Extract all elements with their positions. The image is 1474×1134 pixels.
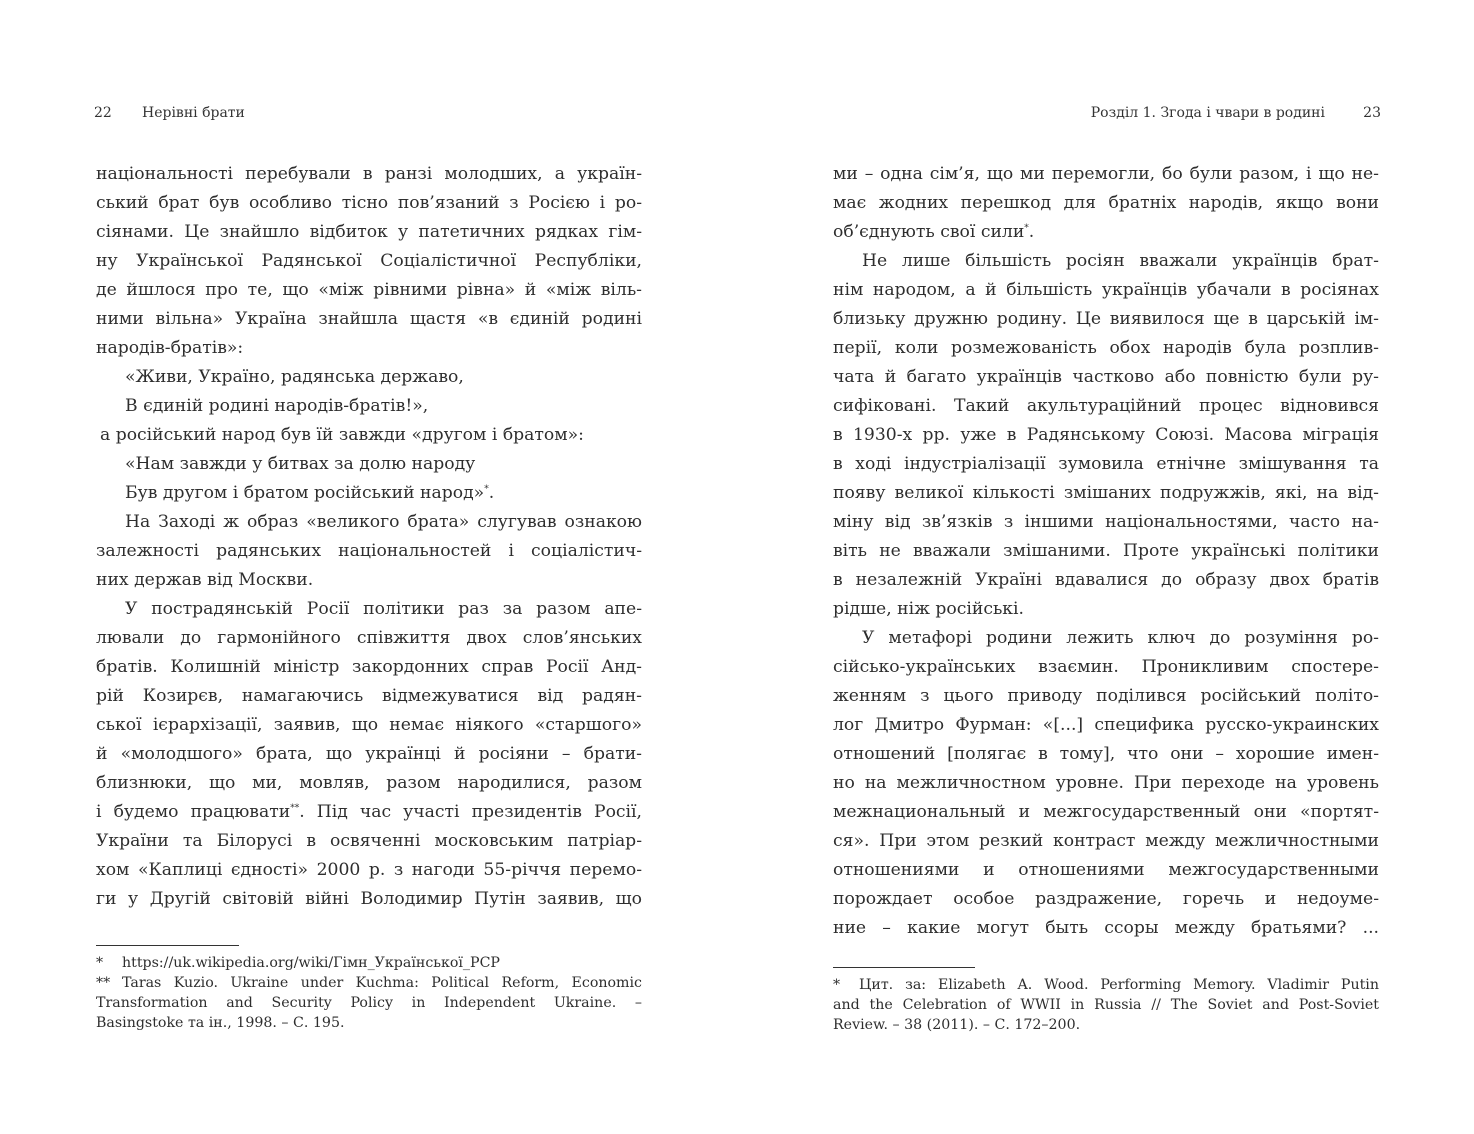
text-line: [96, 827, 642, 856]
line-text: отношений [полягає в тому], что они – хорошие имен-: [833, 744, 1379, 764]
footnotes: [833, 975, 1379, 1035]
text-line: [833, 218, 1379, 247]
line-text: межнациональный и межгосударственный они «портят-: [833, 802, 1379, 822]
text-line: [96, 653, 642, 682]
text-line: [833, 856, 1379, 885]
text-line: [96, 595, 642, 624]
text-line: [96, 160, 642, 189]
line-text: ги у Другій світовій війні Володимир Путін заявив, що: [96, 889, 642, 909]
text-line: [833, 885, 1379, 914]
footnote-line: [833, 1015, 1379, 1035]
running-head-right: [833, 103, 1379, 123]
text-line: [96, 885, 642, 914]
body-text: [833, 160, 1379, 943]
text-line: [833, 595, 1379, 624]
text-line: [833, 508, 1379, 537]
text-line: [96, 537, 642, 566]
footnote: [96, 953, 642, 973]
running-title: Нерівні брати: [142, 105, 245, 121]
line-text: в незалежній Україні вдавалися до образу двох братів: [833, 570, 1379, 590]
text-line: [833, 160, 1379, 189]
line-text: отношениями и отношениями межгосударственными: [833, 860, 1379, 880]
line-text: близьку дружню родину. Це виявилося ще в царській ім-: [833, 309, 1379, 329]
text-line: [833, 450, 1379, 479]
text-line: [833, 479, 1379, 508]
text-line: [96, 218, 642, 247]
line-text: об’єднують свої сили: [833, 222, 1025, 242]
line-text: рій Козирєв, намагаючись відмежуватися від радян-: [96, 686, 642, 706]
footnote-line: [833, 995, 1379, 1015]
text-line: [833, 305, 1379, 334]
line-text: У метафорі родини лежить ключ до розуміння ро-: [862, 628, 1379, 648]
text-line: [833, 392, 1379, 421]
text-line: [833, 537, 1379, 566]
text-line: [833, 711, 1379, 740]
footnote-text: Review. – 38 (2011). – С. 172–200.: [833, 1017, 1081, 1033]
text-line: [96, 450, 642, 479]
line-text: У пострадянській Росії політики раз за разом апе-: [125, 599, 642, 619]
text-line: [96, 276, 642, 305]
line-text: віть не вважали змішаними. Проте українські політики: [833, 541, 1379, 561]
footnote-line: [96, 973, 642, 993]
text-line: [833, 769, 1379, 798]
text-line: [96, 798, 642, 827]
footnotes: [96, 953, 642, 1033]
text-line: [96, 769, 642, 798]
line-text: Не лише більшість росіян вважали українців брат-: [862, 251, 1379, 271]
text-line: [833, 624, 1379, 653]
text-line: [833, 653, 1379, 682]
line-text: залежності радянських національностей і соціалістич-: [96, 541, 642, 561]
line-text: «Живи, Україно, радянська державо,: [125, 367, 464, 387]
line-text: «Нам завжди у битвах за долю народу: [125, 454, 476, 474]
line-text: ської ієрархізації, заявив, що немає ніякого «старшого»: [96, 715, 642, 735]
text-line: [96, 566, 642, 595]
text-line: [833, 421, 1379, 450]
text-line: [833, 276, 1379, 305]
line-text: ними вільна» Україна знайшла щастя «в єдиній родині: [96, 309, 642, 329]
line-text: ми – одна сім’я, що ми перемогли, бо були разом, і що не-: [833, 164, 1379, 184]
line-text: них держав від Москви.: [96, 570, 314, 590]
text-line: [96, 363, 642, 392]
text-line: [833, 334, 1379, 363]
page-number: 22: [94, 105, 112, 121]
text-line: [833, 914, 1379, 943]
line-text: братів. Колишній міністр закордонних справ Росії Анд-: [96, 657, 642, 677]
text-line: [833, 363, 1379, 392]
footnote-rule: [833, 967, 975, 968]
left-page: [96, 0, 642, 1134]
line-text: національності перебували в ранзі молодших, а україн-: [96, 164, 642, 184]
line-text: лог Дмитро Фурман: «[...] специфика русско-украинских: [833, 715, 1379, 735]
text-line: [96, 247, 642, 276]
line-text: ну Української Радянської Соціалістичної Республіки,: [96, 251, 642, 271]
line-text: міну від зв’язків з іншими національностями, часто на-: [833, 512, 1379, 532]
line-text: В єдиній родині народів-братів!»,: [125, 396, 429, 416]
text-line: [833, 189, 1379, 218]
line-text: На Заході ж образ «великого брата» слугував ознакою: [125, 512, 642, 532]
line-text: й «молодшого» брата, що українці й росіяни – брати-: [96, 744, 642, 764]
footnote-text: Цит. за: Elizabeth A. Wood. Performing Memory. Vladimir Putin: [859, 977, 1379, 993]
footnote-text: Transformation and Security Policy in Independent Ukraine. –: [96, 995, 642, 1011]
line-text: чата й багато українців частково або повністю були ру-: [833, 367, 1379, 387]
line-text-after: . Під час участі президентів Росії,: [299, 802, 642, 822]
footnote-line: [833, 975, 1379, 995]
line-text: ся». При этом резкий контраст между межличностными: [833, 831, 1379, 851]
footnote-text: Basingstoke та ін., 1998. – С. 195.: [96, 1015, 345, 1031]
footnote-mark: *: [96, 955, 104, 971]
text-line: [833, 682, 1379, 711]
running-title: Розділ 1. Згода і чвари в родині: [1090, 105, 1325, 121]
line-text: ський брат був особливо тісно пов’язаний з Росією і ро-: [96, 193, 642, 213]
line-text: но на межличностном уровне. При переходе на уровень: [833, 773, 1379, 793]
text-line: [96, 305, 642, 334]
footnote-marker[interactable]: *: [484, 484, 489, 495]
line-text-after: .: [488, 483, 495, 503]
text-line: [96, 189, 642, 218]
text-line: [96, 392, 642, 421]
text-line: [96, 508, 642, 537]
footnote-marker[interactable]: *: [1024, 223, 1029, 234]
footnote-mark: *: [833, 977, 841, 993]
line-text: сійсько-українських взаємин. Проникливим спостере-: [833, 657, 1379, 677]
footnote-line: [96, 953, 642, 973]
line-text: порождает особое раздражение, горечь и недоуме-: [833, 889, 1379, 909]
line-text: Був другом і братом російський народ»: [125, 483, 485, 503]
line-text: сіянами. Це знайшло відбиток у патетичних рядках гім-: [96, 222, 642, 242]
line-text: має жодних перешкод для братніх народів, якщо вони: [833, 193, 1379, 213]
footnote-mark: **: [96, 975, 111, 991]
footnote-line: [96, 1013, 642, 1033]
line-text: сифіковані. Такий акультураційний процес відновився: [833, 396, 1379, 416]
line-text: перії, коли розмежованість обох народів була розплив-: [833, 338, 1379, 358]
text-line: [96, 682, 642, 711]
line-text: близнюки, що ми, мовляв, разом народилися, разом: [96, 773, 642, 793]
line-text: хом «Каплиці єдності» 2000 р. з нагоди 55-річчя перемо-: [96, 860, 642, 880]
line-text: України та Білорусі в освяченні московським патріар-: [96, 831, 642, 851]
line-text: рідше, ніж російські.: [833, 599, 1025, 619]
footnote-line: [96, 993, 642, 1013]
text-line: [833, 827, 1379, 856]
right-page: [833, 0, 1379, 1134]
text-line: [96, 479, 642, 508]
line-text: нім народом, а й більшість українців убачали в росіянах: [833, 280, 1379, 300]
footnote-marker[interactable]: **: [290, 803, 300, 814]
line-text: народів-братів»:: [96, 338, 244, 358]
text-line: [833, 566, 1379, 595]
line-text: женням з цього приводу поділився російський політо-: [833, 686, 1379, 706]
body-text: [96, 160, 642, 914]
footnote: [833, 975, 1379, 1035]
text-line: [833, 798, 1379, 827]
line-text: де йшлося про те, що «між рівними рівна» й «між віль-: [96, 280, 642, 300]
line-text: і будемо працювати: [96, 802, 291, 822]
footnote: [96, 973, 642, 1033]
footnote-rule: [96, 945, 239, 946]
text-line: [96, 856, 642, 885]
line-text: ние – какие могут быть ссоры между братьями? ...: [833, 918, 1379, 938]
line-text: в 1930-х рр. уже в Радянському Союзі. Масова міграція: [833, 425, 1379, 445]
text-line: [833, 247, 1379, 276]
text-line: [96, 711, 642, 740]
text-line: [96, 334, 642, 363]
line-text: лювали до гармонійного співжиття двох слов’янських: [96, 628, 642, 648]
line-text-after: .: [1028, 222, 1035, 242]
text-line: [96, 624, 642, 653]
footnote-text: and the Celebration of WWII in Russia // The Soviet and Post-Soviet: [833, 997, 1379, 1013]
line-text: появу великої кількості змішаних подружжів, які, на від-: [833, 483, 1379, 503]
running-head-left: [96, 103, 642, 123]
text-line: [833, 740, 1379, 769]
page-number: 23: [1363, 105, 1381, 121]
line-text: в ході індустріалізації зумовила етнічне змішування та: [833, 454, 1379, 474]
text-line: [96, 421, 642, 450]
footnote-text: Taras Kuzio. Ukraine under Kuchma: Political Reform, Economic: [122, 975, 642, 991]
footnote-text[interactable]: https://uk.wikipedia.org/wiki/Гімн_Української_РСР: [122, 955, 500, 971]
line-text: а російський народ був їй завжди «другом і братом»:: [100, 425, 584, 445]
text-line: [96, 740, 642, 769]
